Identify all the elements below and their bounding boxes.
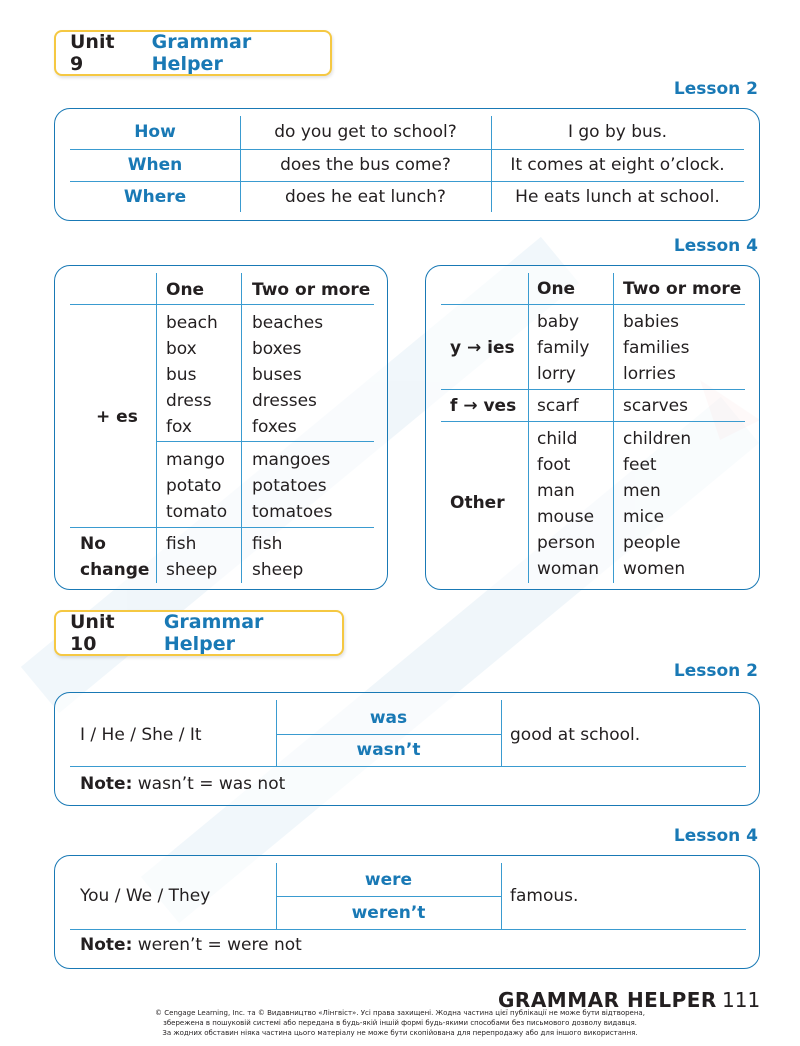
was-note-text: wasn’t = was not bbox=[132, 774, 286, 794]
es-singular-list-o: mango potato tomato bbox=[166, 450, 228, 522]
were-verb-divider bbox=[276, 896, 501, 897]
y-ies-plural: babies families lorries bbox=[623, 312, 690, 384]
irr-row-divider-1 bbox=[441, 389, 745, 390]
es-subgroup-divider bbox=[156, 441, 374, 442]
were-complement: famous. bbox=[510, 886, 579, 906]
unit10-title: Grammar Helper bbox=[163, 611, 264, 655]
other-rule-label: Other bbox=[450, 493, 505, 513]
was-complement: good at school. bbox=[510, 725, 641, 745]
copyright-notice bbox=[60, 1008, 740, 1038]
unit10-header bbox=[54, 610, 344, 656]
was-note-label: Note: bbox=[80, 774, 133, 794]
irr-col-more-header: Two or more bbox=[623, 279, 742, 299]
was-negative: wasn’t bbox=[356, 740, 421, 760]
were-subject: You / We / They bbox=[80, 886, 211, 906]
y-ies-singular: baby family lorry bbox=[537, 312, 590, 384]
wh-word: When bbox=[127, 155, 183, 175]
copyright-line-3: За жодних обставин ніяка частина цього матеріалу не може бути скопійована для перепродажу або для іншого використання. bbox=[162, 1029, 638, 1037]
section-title: GRAMMAR HELPER bbox=[498, 988, 717, 1012]
y-ies-rule-label: y → ies bbox=[450, 338, 515, 358]
no-change-singular: fish sheep bbox=[166, 534, 218, 580]
wh-answer: I go by bus. bbox=[567, 122, 668, 142]
copyright-line-2: збережена в пошуковій системі або передана в будь-якій іншій формі будь-якими способами без письмового дозволу видавця. bbox=[163, 1019, 637, 1027]
es-plural-list-o: mangoes potatoes tomatoes bbox=[252, 450, 333, 522]
were-col-divider-2 bbox=[501, 863, 502, 929]
es-plural-list: beaches boxes buses dresses foxes bbox=[252, 313, 324, 437]
copyright-line-1: © Cengage Learning, Inc. та © Видавництво «Лінгвіст». Усі права захищені. Жодна частина цієї публікації не може бути відтворена, bbox=[155, 1009, 645, 1017]
wh-word: How bbox=[134, 122, 176, 142]
was-note-divider bbox=[70, 766, 746, 767]
es-rule-label: + es bbox=[96, 407, 138, 427]
wh-row-divider-1 bbox=[70, 149, 744, 150]
es-col-divider-2 bbox=[241, 273, 242, 583]
es-col-divider-1 bbox=[156, 273, 157, 583]
unit9-number: Unit 9 bbox=[70, 31, 115, 75]
page-number: 111 bbox=[722, 988, 761, 1012]
unit10-lesson2-label: Lesson 2 bbox=[673, 661, 758, 681]
were-note-text: weren’t = were not bbox=[132, 935, 302, 955]
unit9-lesson2-label: Lesson 2 bbox=[673, 79, 758, 99]
wh-question: does the bus come? bbox=[280, 155, 451, 175]
unit9-title: Grammar Helper bbox=[151, 31, 252, 75]
irr-col-divider-1 bbox=[528, 273, 529, 583]
unit9-lesson4-label: Lesson 4 bbox=[673, 236, 758, 256]
irr-header-divider bbox=[441, 304, 745, 305]
were-positive: were bbox=[364, 870, 413, 890]
unit9-header bbox=[54, 30, 332, 76]
irr-col-divider-2 bbox=[613, 273, 614, 583]
f-ves-rule-label: f → ves bbox=[450, 396, 517, 416]
f-ves-singular: scarf bbox=[537, 396, 579, 416]
es-row-divider bbox=[70, 527, 374, 528]
es-header-divider bbox=[70, 304, 374, 305]
irr-col-one-header: One bbox=[537, 279, 576, 299]
other-singular: child foot man mouse person woman bbox=[537, 429, 600, 579]
unit10-lesson4-label: Lesson 4 bbox=[673, 826, 758, 846]
were-note-divider bbox=[70, 929, 746, 930]
irr-row-divider-2 bbox=[441, 421, 745, 422]
wh-question: does he eat lunch? bbox=[285, 187, 446, 207]
no-change-label: No change bbox=[80, 534, 150, 580]
wh-row-divider-2 bbox=[70, 181, 744, 182]
were-note bbox=[80, 935, 302, 955]
wh-question: do you get to school? bbox=[274, 122, 457, 142]
was-positive: was bbox=[369, 708, 408, 728]
wh-word: Where bbox=[123, 187, 187, 207]
unit10-number: Unit 10 bbox=[70, 611, 115, 655]
es-singular-list: beach box bus dress fox bbox=[166, 313, 218, 437]
no-change-plural: fish sheep bbox=[252, 534, 304, 580]
es-col-one-header: One bbox=[166, 280, 205, 300]
wh-answer: It comes at eight o’clock. bbox=[510, 155, 725, 175]
was-note bbox=[80, 774, 285, 794]
other-plural: children feet men mice people women bbox=[623, 429, 692, 579]
was-subject: I / He / She / It bbox=[80, 725, 202, 745]
was-verb-divider bbox=[276, 734, 501, 735]
were-note-label: Note: bbox=[80, 935, 133, 955]
was-col-divider-2 bbox=[501, 700, 502, 766]
es-col-more-header: Two or more bbox=[252, 280, 371, 300]
were-negative: weren’t bbox=[351, 903, 426, 923]
wh-answer: He eats lunch at school. bbox=[515, 187, 720, 207]
f-ves-plural: scarves bbox=[623, 396, 688, 416]
